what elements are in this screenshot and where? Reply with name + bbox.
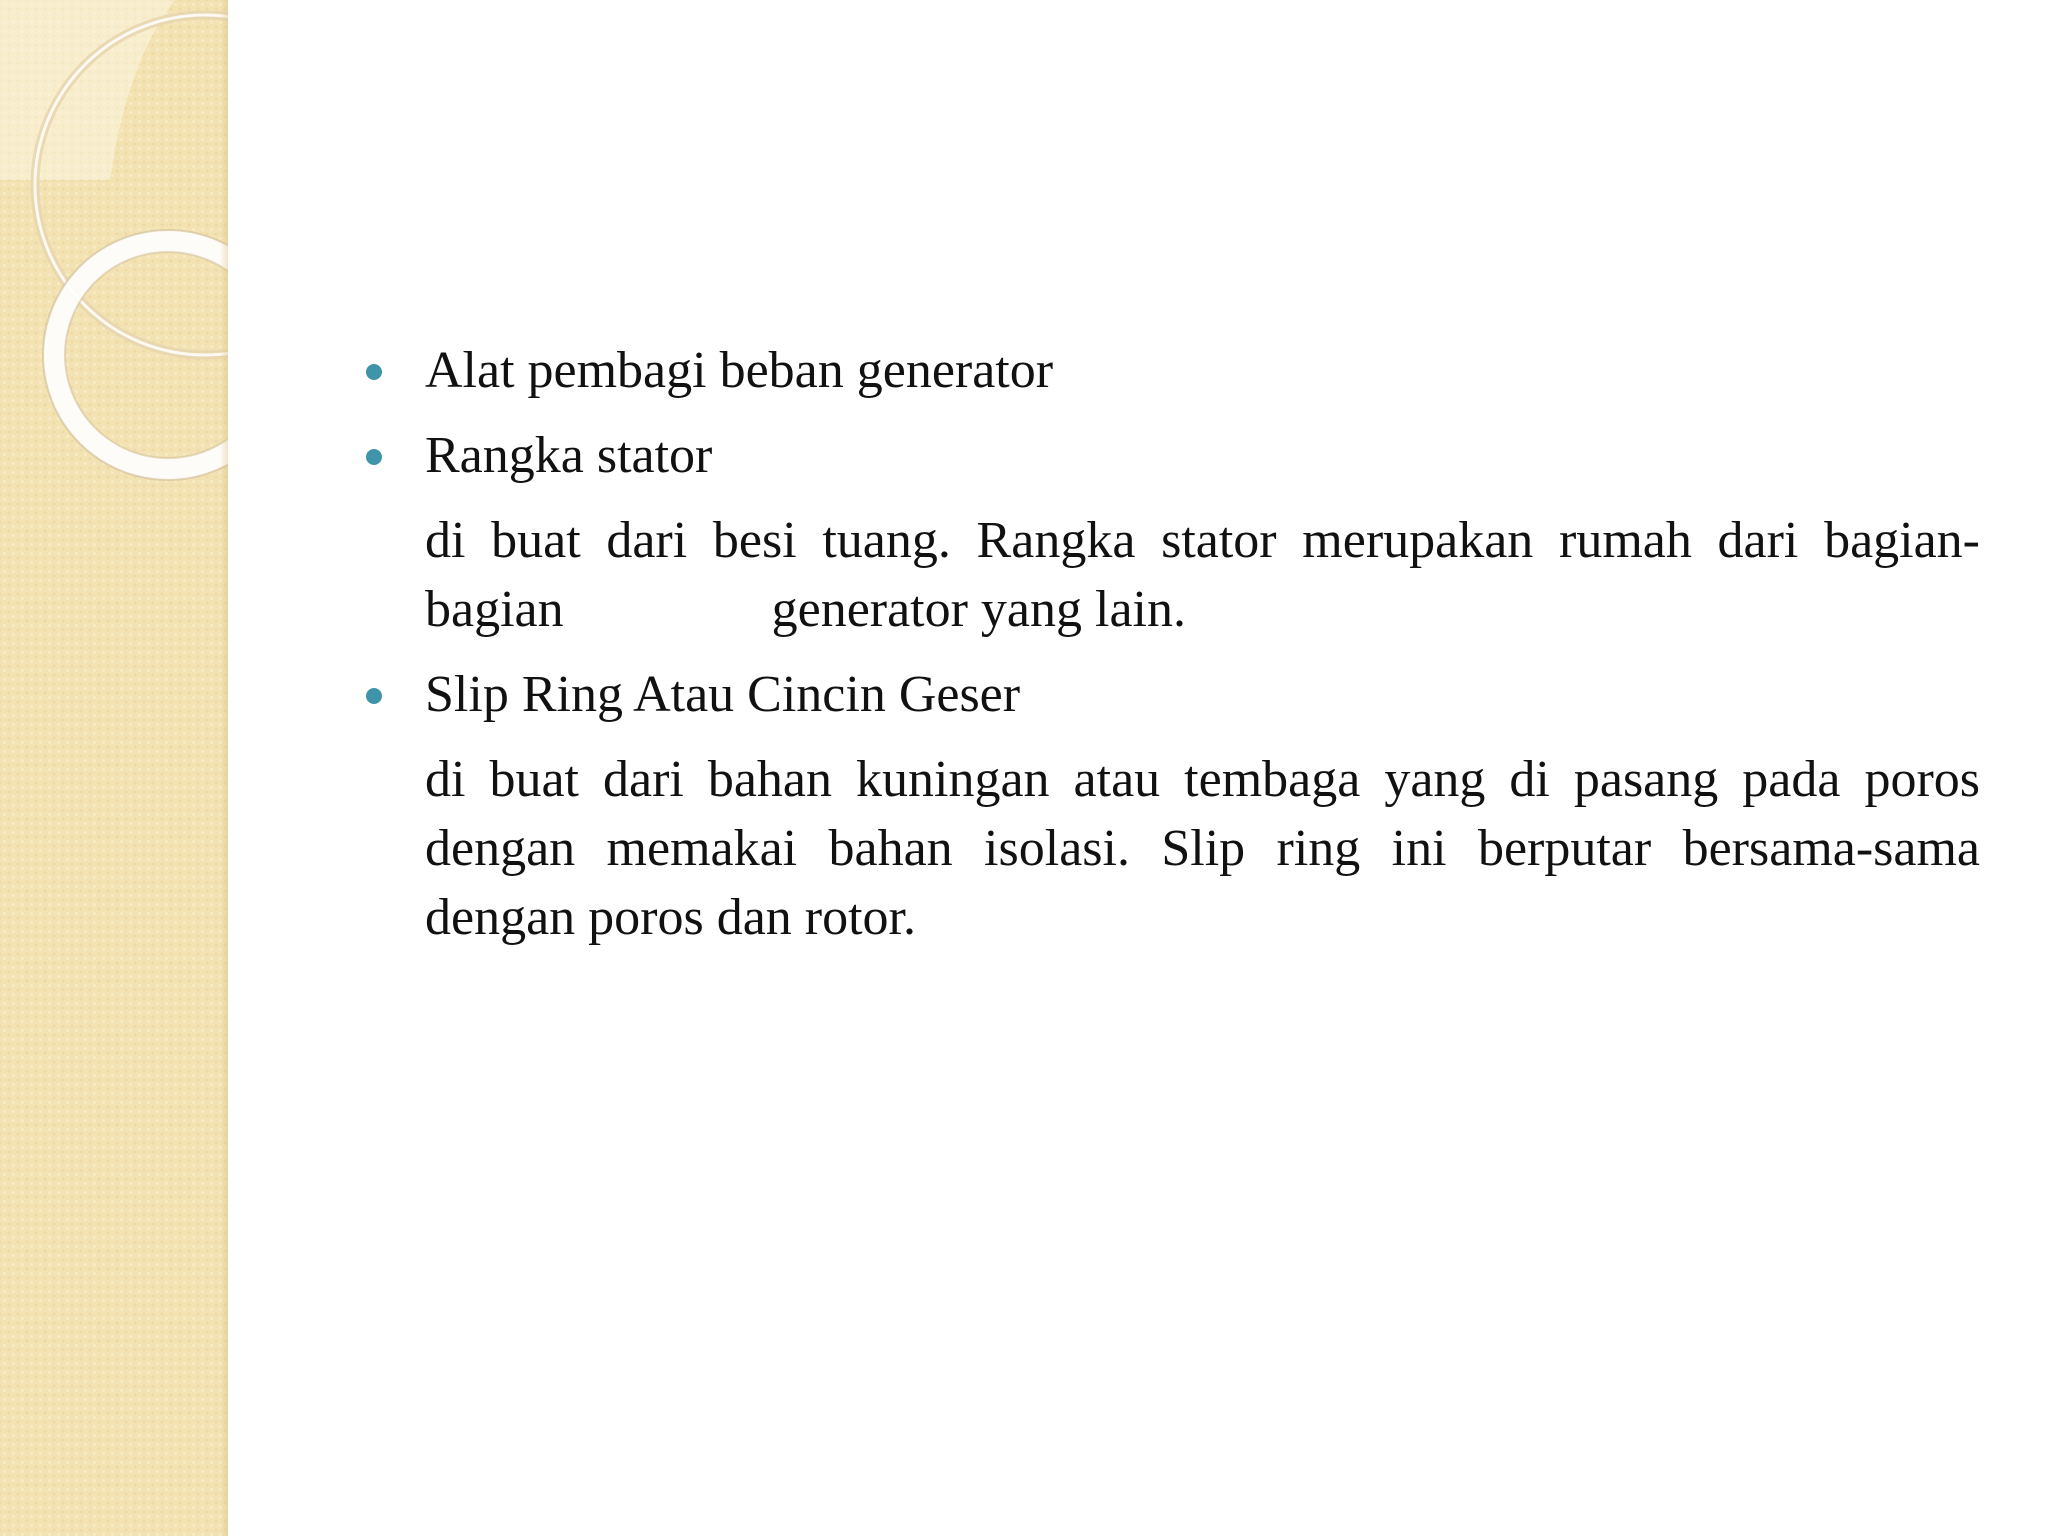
bullet-dot-icon — [366, 364, 382, 380]
decorative-rings — [0, 0, 228, 520]
bullet-body-2 — [350, 506, 1980, 644]
bullet-body-3: di buat dari bahan kuningan atau tembaga yang di pasang pada poros dengan memakai bahan isolasi. Slip ring ini berputar bersama-sama dengan poros dan rotor. — [425, 751, 1980, 946]
bullet-item-1 — [350, 336, 1980, 405]
bullet-heading: Rangka stator — [425, 427, 713, 484]
body-text-part2: generator yang lain. — [771, 581, 1186, 638]
decorative-sidebar — [0, 0, 228, 1536]
bullet-heading: Slip Ring Atau Cincin Geser — [425, 666, 1021, 723]
sidebar-edge-shadow — [220, 0, 228, 1536]
bullet-dot-icon — [366, 688, 382, 704]
bullet-item-3 — [350, 660, 1980, 729]
body-text-part1: di buat dari besi tuang. Rangka stator merupakan rumah dari bagian-bagian — [425, 512, 1980, 638]
bullet-dot-icon — [366, 449, 382, 465]
bullet-item-2 — [350, 421, 1980, 490]
bullet-heading: Alat pembagi beban generator — [425, 342, 1054, 399]
slide-content — [350, 336, 1980, 968]
